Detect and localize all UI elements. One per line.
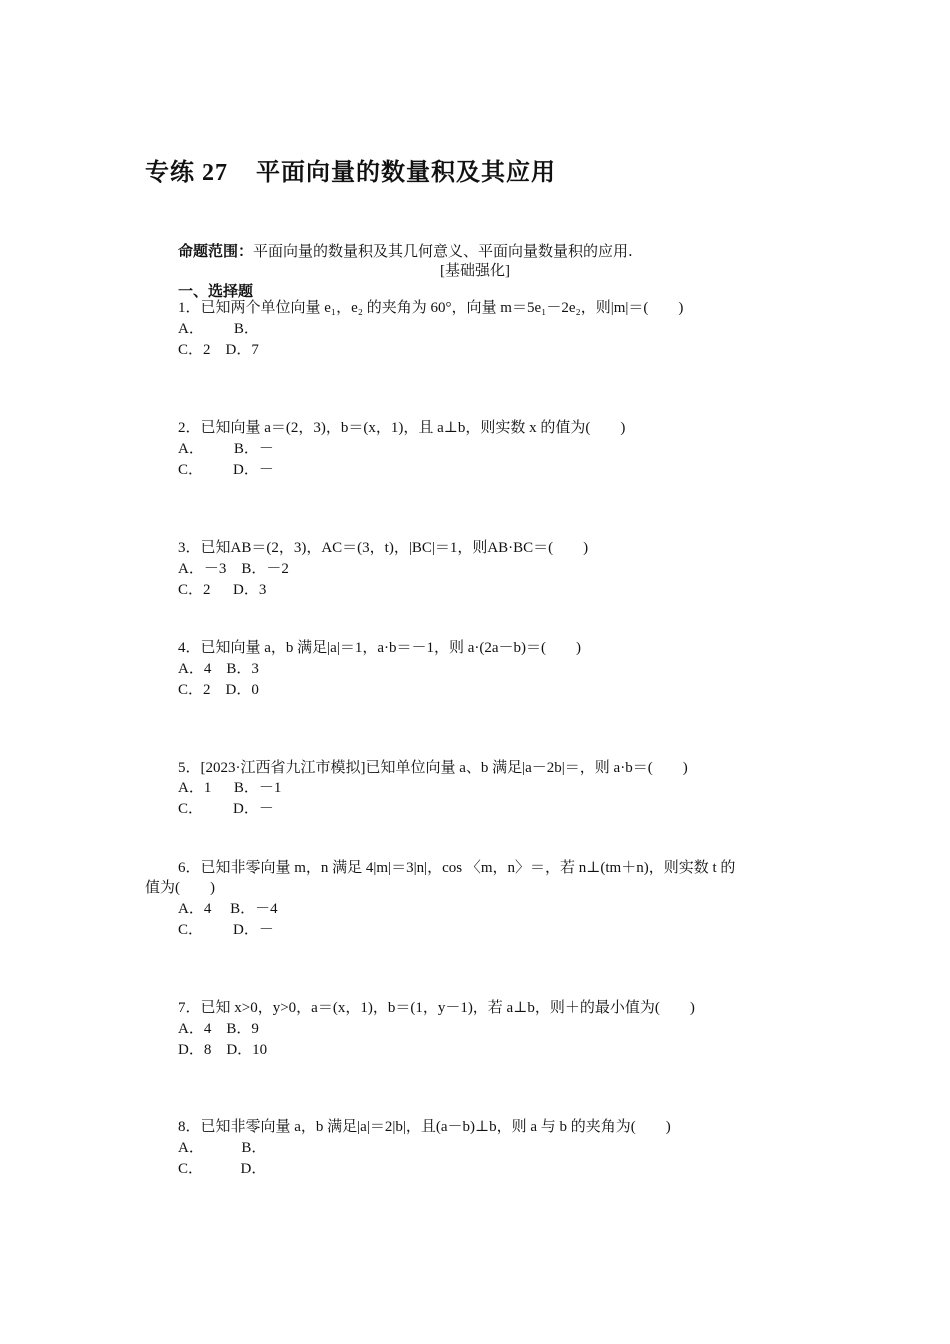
scope-label: 命题范围： xyxy=(178,242,254,260)
question-7-options-cd: D．8 D．10 xyxy=(178,1042,268,1058)
question-2-options-ab: A． B．－ xyxy=(178,441,274,457)
question-2-options-cd: C． D．－ xyxy=(178,462,274,478)
question-8-stem: 8．已知非零向量 a，b 满足|a|＝2|b|，且(a－b)⊥b，则 a 与 b 的夹角为( ) xyxy=(178,1119,671,1135)
question-1-options-cd: C．2 D．7 xyxy=(178,342,259,358)
question-6-options-ab: A．4 B．－4 xyxy=(178,901,278,917)
question-3-options-cd: C．2 D．3 xyxy=(178,582,267,598)
question-7-options-ab: A．4 B．9 xyxy=(178,1021,259,1037)
question-4-options-ab: A．4 B．3 xyxy=(178,661,259,677)
question-4-stem: 4．已知向量 a，b 满足|a|＝1，a·b＝－1，则 a·(2a－b)＝( ) xyxy=(178,640,582,656)
question-1-stem: 1．已知两个单位向量 e₁，e₂ 的夹角为 60°，向量 m＝5e₁－2e₂，则|m|＝( ) xyxy=(178,300,684,316)
section-tag: [基础强化] xyxy=(440,263,510,279)
question-3-options-ab: A．－3 B．－2 xyxy=(178,561,289,577)
question-5-stem: 5．[2023·江西省九江市模拟]已知单位向量 a、b 满足|a－2b|＝，则 a·b＝( ) xyxy=(178,760,688,776)
question-1-options-ab: A． B． xyxy=(178,321,259,337)
question-6-options-cd: C． D．－ xyxy=(178,922,274,938)
question-6-stem-continued: 值为( ) xyxy=(145,880,215,896)
section-heading: 一、选择题 xyxy=(178,282,254,300)
scope-text: 平面向量的数量积及其几何意义、平面向量数量积的应用. xyxy=(253,242,633,260)
question-3-stem: 3．已知AB＝(2，3)，AC＝(3，t)，|BC|＝1，则AB·BC＝( ) xyxy=(178,540,589,556)
question-5-options-cd: C． D．－ xyxy=(178,801,274,817)
question-5-options-ab: A．1 B．－1 xyxy=(178,780,282,796)
question-8-options-cd: C． D． xyxy=(178,1161,267,1177)
page-title: 专练 27 平面向量的数量积及其应用 xyxy=(145,160,556,186)
question-2-stem: 2．已知向量 a＝(2，3)，b＝(x，1)，且 a⊥b，则实数 x 的值为( ) xyxy=(178,420,626,436)
question-4-options-cd: C．2 D．0 xyxy=(178,682,259,698)
question-7-stem: 7．已知 x>0，y>0，a＝(x，1)，b＝(1，y－1)，若 a⊥b，则＋的最小值为( ) xyxy=(178,1000,695,1016)
question-8-options-ab: A． B． xyxy=(178,1140,267,1156)
scope-line xyxy=(178,240,633,261)
question-6-stem: 6．已知非零向量 m，n 满足 4|m|＝3|n|，cos 〈m，n〉＝，若 n⊥(tm＋n)，则实数 t 的 xyxy=(178,860,736,876)
